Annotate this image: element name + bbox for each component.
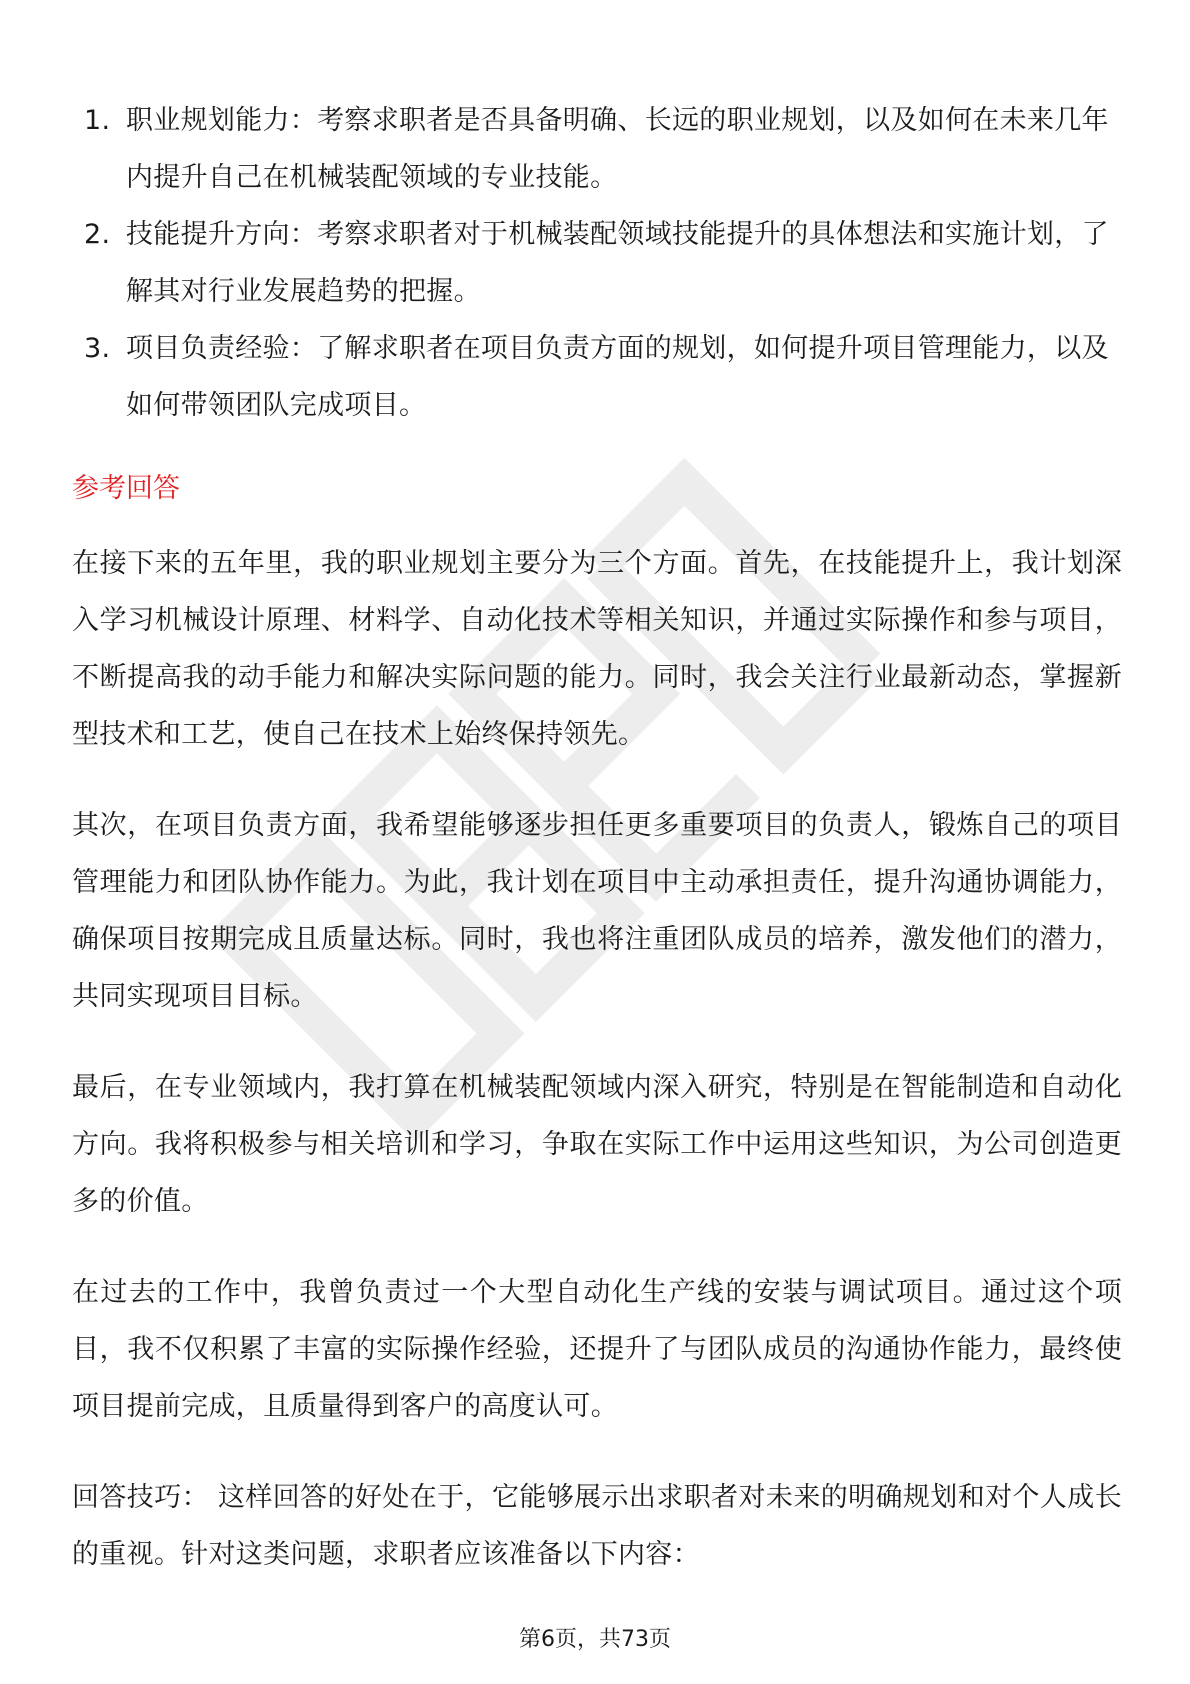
document-page xyxy=(72,92,1122,1617)
section-heading: 参考回答 xyxy=(72,473,180,504)
list-item-text: 项目负责经验：了解求职者在项目负责方面的规划，如何提升项目管理能力，以及如何带领团队完成项目。 xyxy=(126,333,1109,421)
page-number: 第6页，共73页 xyxy=(519,1627,671,1652)
list-item xyxy=(72,320,1122,434)
answer-paragraph: 在过去的工作中，我曾负责过一个大型自动化生产线的安装与调试项目。通过这个项目，我不仅积累了丰富的实际操作经验，还提升了与团队成员的沟通协作能力，最终使项目提前完成，且质量得到客户的高度认可。 xyxy=(72,1277,1122,1422)
list-item-number: 2. xyxy=(84,219,111,250)
answer-tip-paragraph: 回答技巧： 这样回答的好处在于，它能够展示出求职者对未来的明确规划和对个人成长的重视。针对这类问题，求职者应该准备以下内容： xyxy=(72,1482,1122,1570)
list-item-number: 1. xyxy=(84,105,111,136)
list-item xyxy=(72,206,1122,320)
answer-paragraph: 最后，在专业领域内，我打算在机械装配领域内深入研究，特别是在智能制造和自动化方向。我将积极参与相关培训和学习，争取在实际工作中运用这些知识，为公司创造更多的价值。 xyxy=(72,1072,1122,1217)
list-item-text: 职业规划能力：考察求职者是否具备明确、长远的职业规划，以及如何在未来几年内提升自己在机械装配领域的专业技能。 xyxy=(126,105,1109,193)
list-item xyxy=(72,92,1122,206)
criteria-list xyxy=(72,92,1122,434)
answer-paragraph: 在接下来的五年里，我的职业规划主要分为三个方面。首先，在技能提升上，我计划深入学习机械设计原理、材料学、自动化技术等相关知识，并通过实际操作和参与项目，不断提高我的动手能力和解决实际问题的能力。同时，我会关注行业最新动态，掌握新型技术和工艺，使自己在技术上始终保持领先。 xyxy=(72,548,1122,750)
answer-paragraph: 其次，在项目负责方面，我希望能够逐步担任更多重要项目的负责人，锻炼自己的项目管理能力和团队协作能力。为此，我计划在项目中主动承担责任，提升沟通协调能力，确保项目按期完成且质量达标。同时，我也将注重团队成员的培养，激发他们的潜力，共同实现项目目标。 xyxy=(72,810,1122,1012)
list-item-text: 技能提升方向：考察求职者对于机械装配领域技能提升的具体想法和实施计划，了解其对行业发展趋势的把握。 xyxy=(126,219,1109,307)
list-item-number: 3. xyxy=(84,333,111,364)
